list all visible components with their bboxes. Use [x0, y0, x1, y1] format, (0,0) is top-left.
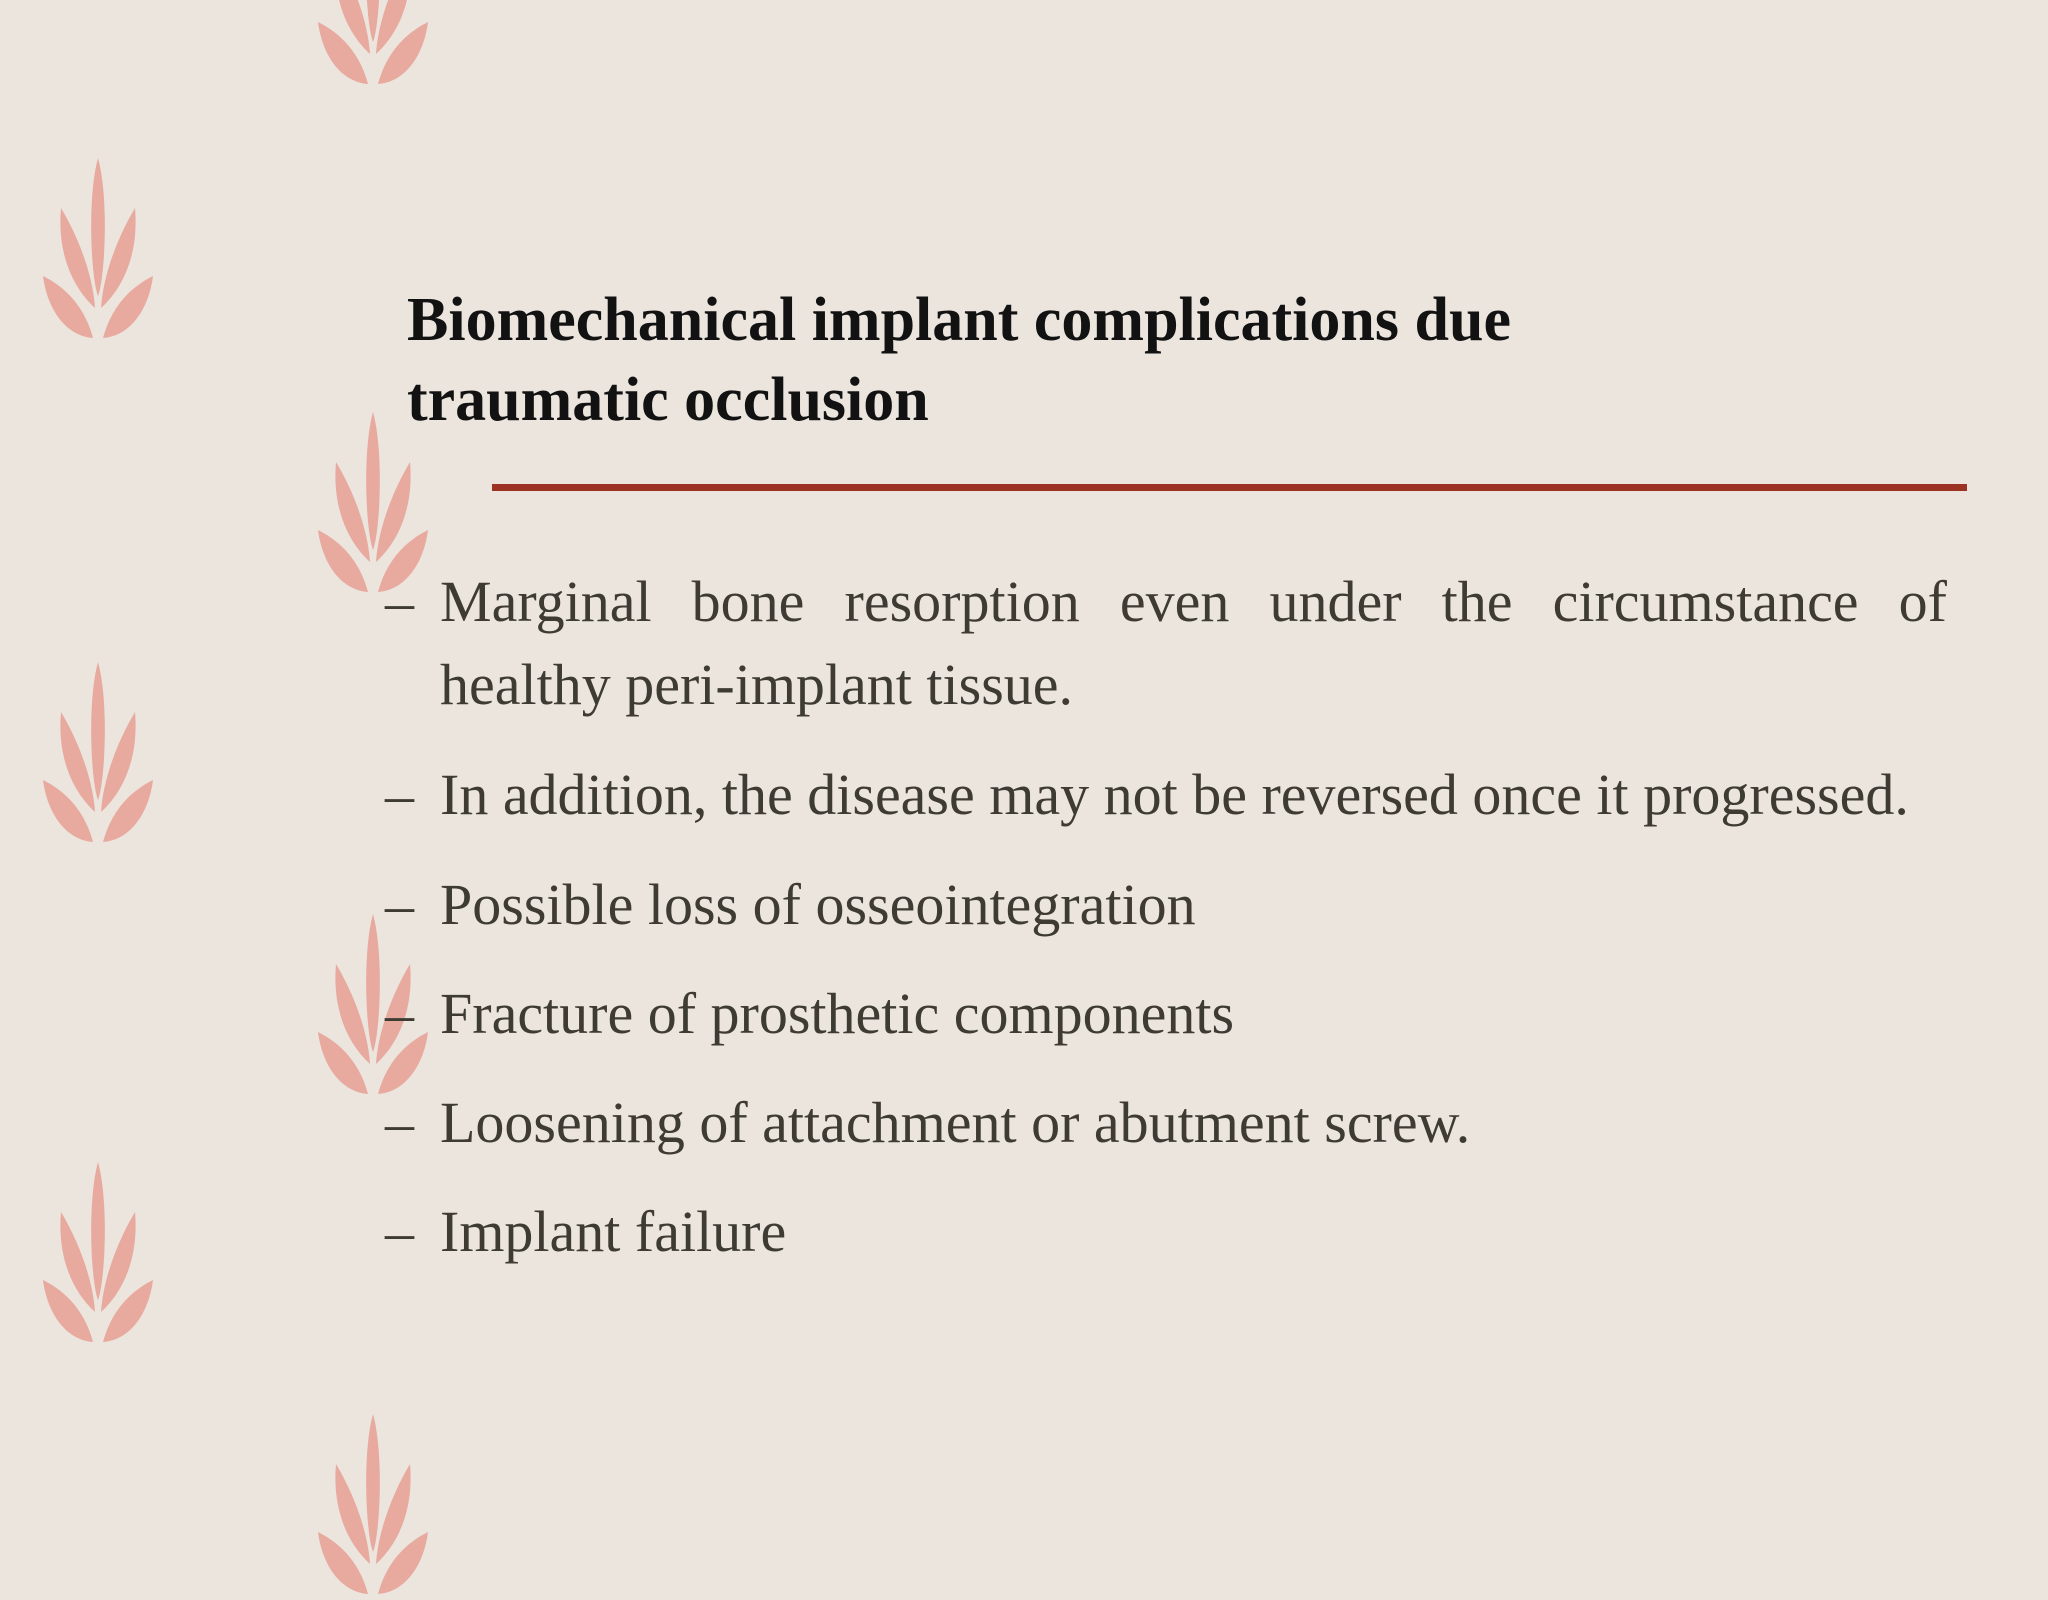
bullet-dash-icon: – — [385, 1199, 414, 1264]
bullet-dash-icon: – — [385, 872, 414, 937]
bullet-text: Marginal bone resorption even under the circumstance of healthy peri-implant tissue. — [440, 569, 1947, 717]
bullet-dash-icon: – — [385, 762, 414, 827]
bullet-text: Fracture of prosthetic components — [440, 981, 1235, 1046]
bullet-item — [385, 753, 1947, 836]
leaf-icon-graphic — [43, 662, 153, 848]
bullet-dash-icon: – — [385, 569, 414, 634]
leaf-decoration-icon — [43, 662, 153, 848]
leaf-decoration-icon — [43, 158, 153, 344]
leaf-decoration-icon — [318, 1414, 428, 1600]
bullet-item — [385, 560, 1947, 726]
leaf-icon-graphic — [318, 1414, 428, 1600]
bullet-item — [385, 1190, 1947, 1273]
bullet-text: Possible loss of osseointegration — [440, 872, 1196, 937]
leaf-decoration-icon — [318, 0, 428, 90]
bullet-item — [385, 972, 1947, 1055]
bullet-text: Loosening of attachment or abutment screw. — [440, 1090, 1471, 1155]
bullet-text: In addition, the disease may not be reversed once it progressed. — [440, 762, 1909, 827]
bullet-dash-icon: – — [385, 981, 414, 1046]
leaf-icon-graphic — [43, 158, 153, 344]
bullet-item — [385, 1081, 1947, 1164]
bullet-item — [385, 863, 1947, 946]
bullet-dash-icon: – — [385, 1090, 414, 1155]
leaf-icon-graphic — [318, 0, 428, 90]
leaf-icon-graphic — [43, 1162, 153, 1348]
slide-title: Biomechanical implant complications due traumatic occlusion — [407, 286, 1511, 434]
bullet-list — [385, 560, 1947, 1273]
bullet-text: Implant failure — [440, 1199, 787, 1264]
title-divider — [492, 484, 1967, 491]
leaf-decoration-icon — [43, 1162, 153, 1348]
